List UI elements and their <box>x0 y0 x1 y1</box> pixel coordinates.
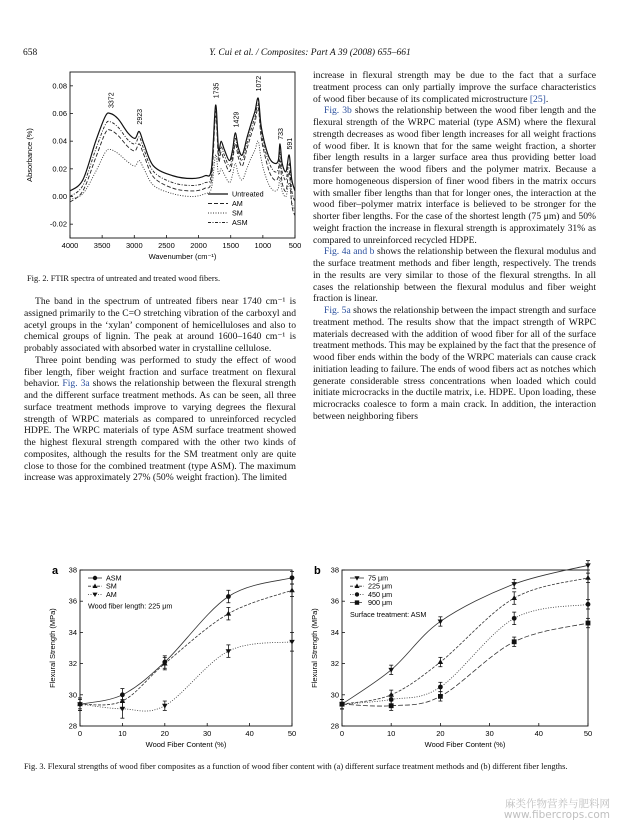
legend-label: ASM <box>106 573 122 583</box>
x-axis-label: Wavenumber (cm⁻¹) <box>148 252 217 261</box>
data-point <box>289 587 295 592</box>
x-tick-label: 10 <box>118 729 127 738</box>
figure-link[interactable]: Fig. 4a and b <box>324 246 375 258</box>
y-tick-label: 38 <box>330 565 339 575</box>
paragraph: Fig. 5a shows the relationship between the impact strength and surface treatment method. The results show that the impact strength of WRPC materials decreased with the addition of wood fiber for all of the surface treatment methods. This may be explained by the fact that the presence of wood fiber ends within the body of the WRPC materials can cause crack initiation leading to failure. The ends of wood fibers act as notches which generate considerable stress concentrations when loaded which could initiate microcracks in the ductile matrix, i.e. HDPE. Upon loading, these microcracks coalesce to form a main crack. In addition, the interaction between neighboring fibers <box>313 305 597 422</box>
data-point <box>438 659 444 664</box>
chart-annotation: Surface treatment: ASM <box>350 609 427 619</box>
data-point <box>355 592 359 596</box>
legend-label: AM <box>106 589 117 599</box>
fit-line <box>80 642 292 711</box>
data-point <box>340 702 345 707</box>
paragraph: The band in the spectrum of untreated fibers near 1740 cm⁻¹ is assigned primarily to the C=O stretching vibration of the carboxyl and acetyl groups in the ‘xylan’ component of hemicelluloses and also to chemical groups of lignin. The peak at around 1600–1640 cm⁻¹ is probably associated with absorbed water in crystalline cellulose. <box>24 296 296 354</box>
data-point <box>586 602 591 607</box>
peak-label: 2923 <box>137 108 145 125</box>
figure-link[interactable]: Fig. 5a <box>324 305 351 316</box>
y-axis-label: Flexural Strength (MPa) <box>48 608 57 688</box>
x-tick-label: 50 <box>583 729 593 738</box>
legend-label: Untreated <box>232 189 264 199</box>
y-tick-label: 30 <box>68 690 77 700</box>
x-tick-label: 50 <box>287 729 297 738</box>
y-tick-label: 34 <box>330 627 339 637</box>
x-tick-label: 30 <box>485 729 494 738</box>
y-tick-label: 28 <box>68 721 77 731</box>
paragraph: Three point bending was performed to study the effect of wood fiber length, fiber weight fraction and surface treatment on flexural behavior. Fig. 3a shows the relationship between the flexural strength and the different surface treatment methods. As can be seen, all three surface treatment methods improve to varying degrees the flexural strength of WRPC materials as compared to unreinforced recycled HDPE. The WRPC materials of type ASM surface treatment showed the highest flexural strength compared with the other two kinds of composites, although the results for the SM treatment only are quite close to those for the combined treatment (type ASM). The maximum increase was approximately 27% (50% weight fraction). The limited <box>24 354 296 484</box>
data-point <box>512 639 517 644</box>
x-tick-label: 3000 <box>125 241 143 250</box>
x-tick-label: 500 <box>288 241 302 250</box>
data-point <box>355 600 359 604</box>
chart-annotation: Wood fiber length: 225 μm <box>88 601 173 611</box>
y-tick-label: 34 <box>68 627 77 637</box>
data-point <box>226 594 231 599</box>
data-point <box>93 576 97 580</box>
data-point <box>162 704 168 709</box>
legend-label: SM <box>232 208 243 218</box>
series-4 <box>340 618 591 710</box>
data-point <box>354 576 359 580</box>
figure-link[interactable]: Fig. 3b <box>324 105 352 117</box>
left-column <box>24 296 296 484</box>
spectrum-line-untreated <box>70 98 295 191</box>
fit-line <box>342 623 588 706</box>
y-axis-label: Absorbance (%) <box>25 128 34 182</box>
panel-label: b <box>314 565 321 577</box>
x-tick-label: 3500 <box>93 241 111 250</box>
watermark-url: www.fibercrops.com <box>503 809 610 821</box>
data-point <box>92 584 97 588</box>
x-tick-label: 20 <box>160 729 169 738</box>
ftir-chart <box>20 68 310 273</box>
data-point <box>290 575 295 580</box>
x-tick-label: 20 <box>436 729 445 738</box>
x-tick-label: 0 <box>77 729 83 738</box>
figure2-caption: Fig. 2. FTIR spectra of untreated and treated wood fibers. <box>27 274 221 283</box>
x-tick-label: 1000 <box>254 241 272 250</box>
data-point <box>438 620 444 625</box>
y-tick-label: 0.04 <box>52 136 67 146</box>
x-tick-label: 0 <box>339 729 345 738</box>
data-point <box>388 668 394 673</box>
fit-line <box>342 604 588 704</box>
y-tick-label: 38 <box>68 565 77 575</box>
right-column <box>313 70 596 423</box>
data-point <box>438 694 443 699</box>
y-tick-label: -0.02 <box>49 219 67 229</box>
peak-label: 733 <box>278 128 286 140</box>
legend-label: 75 μm <box>368 573 389 583</box>
page-number: 658 <box>23 48 38 58</box>
legend-label: AM <box>232 199 243 208</box>
paragraph: increase in flexural strength may be due to the fact that a surface treatment process can only partially improve the surface characteristics of wood fiber because of its complicated microstructure [25]. <box>313 70 596 105</box>
data-point <box>354 584 359 588</box>
figure-link[interactable]: Fig. 3a <box>62 378 90 390</box>
y-tick-label: 0.00 <box>52 192 67 201</box>
x-tick-label: 4000 <box>61 241 79 250</box>
watermark-text: 麻类作物营养与肥料网 <box>505 798 610 810</box>
x-tick-label: 2500 <box>158 241 175 250</box>
peak-label: 1429 <box>233 111 241 128</box>
x-tick-label: 10 <box>387 729 396 738</box>
citation-link[interactable]: [25] <box>529 93 546 105</box>
data-point <box>120 707 126 712</box>
figure3-caption: Fig. 3. Flexural strengths of wood fiber composites as a function of wood fiber content with (a) different surface treatment methods and (b) different fiber lengths. <box>24 762 568 771</box>
data-point <box>586 621 591 626</box>
y-tick-label: 0.08 <box>52 81 67 91</box>
paragraph: Fig. 4a and b shows the relationship between the flexural modulus and the surface treatment methods and fiber length, respectively. The trends in the results are very similar to those of the flexural strengths. In all cases the relationship between the flexural modulus and fiber weight fraction is linear. <box>313 246 596 305</box>
y-tick-label: 36 <box>68 596 77 606</box>
x-axis-label: Wood Fiber Content (%) <box>424 740 506 749</box>
data-point <box>585 575 591 580</box>
flexural-strength-chart-a <box>22 560 302 756</box>
data-point <box>511 595 517 600</box>
y-tick-label: 32 <box>68 659 77 669</box>
data-point <box>226 611 232 616</box>
peak-label: 591 <box>287 137 295 150</box>
x-axis-label: Wood Fiber Content (%) <box>145 740 227 749</box>
data-point <box>389 703 394 708</box>
data-point <box>92 593 97 597</box>
data-point <box>438 685 443 690</box>
legend-label: 450 μm <box>368 589 393 599</box>
x-tick-label: 40 <box>245 729 254 738</box>
legend-label: SM <box>106 581 117 591</box>
peak-label: 3372 <box>108 92 116 108</box>
legend-label: ASM <box>232 218 248 227</box>
x-tick-label: 1500 <box>222 241 240 250</box>
spectrum-line-sm <box>70 141 295 210</box>
y-tick-label: 0.06 <box>52 109 67 118</box>
y-tick-label: 28 <box>330 721 339 731</box>
running-title: Y. Cui et al. / Composites: Part A 39 (2008) 655–661 <box>209 48 411 58</box>
y-axis-label: Flexural Strength (MPa) <box>310 608 319 688</box>
x-tick-label: 30 <box>203 729 212 738</box>
peak-label: 1072 <box>256 75 264 92</box>
paragraph: Fig. 3b shows the relationship between the wood fiber length and the flexural strength of the WRPC material (type ASM) where the flexural strength decreases as wood fiber length increases for all weight fractions of wood fiber. It is known that for the same weight fraction, a shorter fiber length results in a larger surface area thus providing better load transfer between the wood fibers and the polymer matrix. Because a more homogeneous dispersion of finer wood fibers in the matrix occurs with smaller fiber lengths than that for longer ones, the interaction at the wood fiber–polymer matrix interface is believed to be stronger for the shorter fiber lengths. For the case of the shortest length (75 μm) and 50% weight fraction the increase in flexural strength is approximately 31% as compared to unreinforced recycled HDPE. <box>313 105 596 246</box>
legend-label: 900 μm <box>368 598 393 608</box>
y-tick-label: 36 <box>330 596 339 606</box>
data-point <box>226 649 232 654</box>
data-point <box>512 616 517 621</box>
y-tick-label: 0.02 <box>52 164 67 174</box>
x-tick-label: 40 <box>534 729 543 738</box>
y-tick-label: 32 <box>330 659 339 669</box>
y-tick-label: 30 <box>330 690 339 700</box>
panel-label: a <box>52 565 59 577</box>
x-tick-label: 2000 <box>190 241 207 250</box>
legend-label: 225 μm <box>368 581 393 591</box>
peak-label: 1735 <box>213 82 221 99</box>
flexural-strength-chart-b <box>306 560 598 756</box>
